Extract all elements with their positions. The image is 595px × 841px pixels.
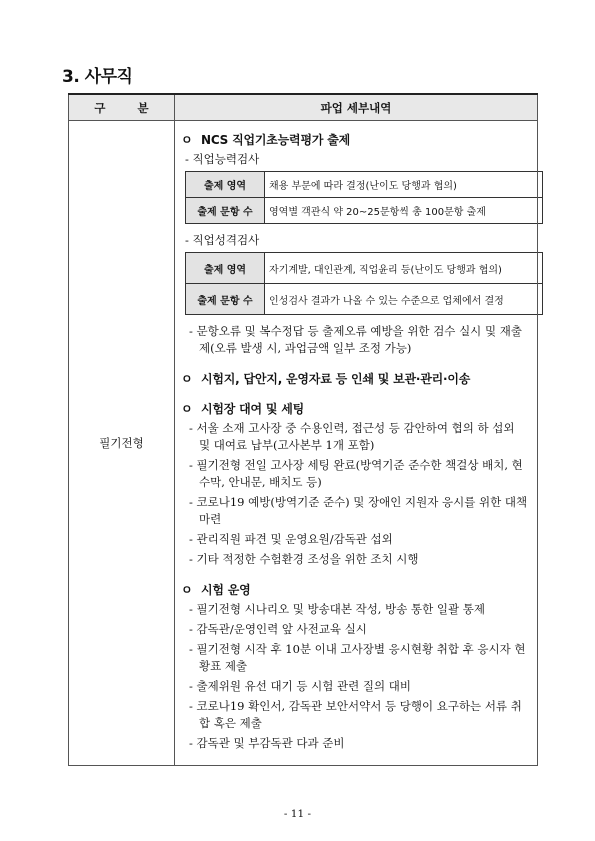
sub-label-personality: - 직업성격검사 (185, 233, 260, 247)
block-title: 시험 운영 (201, 583, 251, 597)
bullet-mark: ㅇ (181, 372, 193, 386)
block-printing-title (181, 370, 529, 387)
list-item: - 감독관/운영인력 앞 사전교육 실시 (189, 622, 367, 636)
list-item: - 코로나19 확인서, 감독관 보안서약서 등 당행이 요구하는 서류 취합 혹은 제출 (189, 699, 522, 730)
row-label: 출제 영역 (186, 253, 265, 284)
list-item: - 필기전형 전일 고사장 세팅 완료(방역기준 준수한 책걸상 배치, 현수막, 안내문, 배치도 등) (189, 458, 523, 489)
list-item: - 감독관 및 부감독관 다과 준비 (189, 736, 345, 750)
list-item: - 관리직원 파견 및 운영요원/감독관 섭외 (189, 532, 393, 546)
row-label: 출제 문항 수 (186, 284, 265, 315)
header-category: 구 분 (69, 94, 175, 121)
row-value: 자기계발, 대인관계, 직업윤리 등(난이도 당행과 협의) (265, 253, 543, 284)
block-title: NCS 직업기초능력평가 출제 (201, 133, 350, 147)
page-number: - 11 - (283, 808, 312, 820)
work-detail-table (68, 93, 538, 766)
block-title: 시험장 대여 및 세팅 (201, 402, 305, 416)
list-item: - 필기전형 시나리오 및 방송대본 작성, 방송 통한 일괄 통제 (189, 602, 485, 616)
section-title: 3. 사무직 (62, 67, 133, 87)
list-item: - 코로나19 예방(방역기준 준수) 및 장애인 지원자 응시를 위한 대책 마련 (189, 495, 528, 526)
table-row (186, 253, 543, 284)
header-detail: 파업 세부내역 (175, 94, 538, 121)
table-row (186, 198, 543, 224)
block-ncs-title (181, 131, 529, 148)
table-row (69, 121, 538, 766)
table-header-row (69, 94, 538, 121)
block-venue-title (181, 400, 529, 417)
category-cell: 필기전형 (69, 121, 175, 766)
list-item: - 필기전형 시작 후 10분 이내 고사장별 응시현황 취합 후 응시자 현황표 제출 (189, 642, 526, 673)
row-value: 채용 부문에 따라 결정(난이도 당행과 협의) (265, 172, 543, 198)
list-item: - 문항오류 및 복수정답 등 출제오류 예방을 위한 검수 실시 및 재출제(오류 발생 시, 과업금액 일부 조정 가능) (189, 324, 522, 355)
table-row (186, 284, 543, 315)
row-label: 출제 문항 수 (186, 198, 265, 224)
list-item: - 출제위원 유선 대기 등 시험 관련 질의 대비 (189, 679, 411, 693)
list-item: - 기타 적정한 수험환경 조성을 위한 조치 시행 (189, 552, 419, 566)
detail-cell (175, 121, 538, 766)
bullet-mark: ㅇ (181, 583, 193, 597)
aptitude-table (185, 171, 543, 224)
row-value: 영역별 객관식 약 20~25문항씩 총 100문항 출제 (265, 198, 543, 224)
row-label: 출제 영역 (186, 172, 265, 198)
bullet-mark: ㅇ (181, 402, 193, 416)
list-item: - 서울 소재 고사장 중 수용인력, 접근성 등 감안하여 협의 하 섭외 및 대여료 납부(고사본부 1개 포함) (189, 421, 515, 452)
bullet-mark: ㅇ (181, 133, 193, 147)
personality-table (185, 252, 543, 315)
table-row (186, 172, 543, 198)
block-operation-title (181, 581, 529, 598)
block-title: 시험지, 답안지, 운영자료 등 인쇄 및 보관·관리·이송 (201, 372, 471, 386)
row-value: 인성검사 결과가 나올 수 있는 수준으로 업체에서 결정 (265, 284, 543, 315)
sub-label-aptitude: - 직업능력검사 (185, 152, 260, 166)
